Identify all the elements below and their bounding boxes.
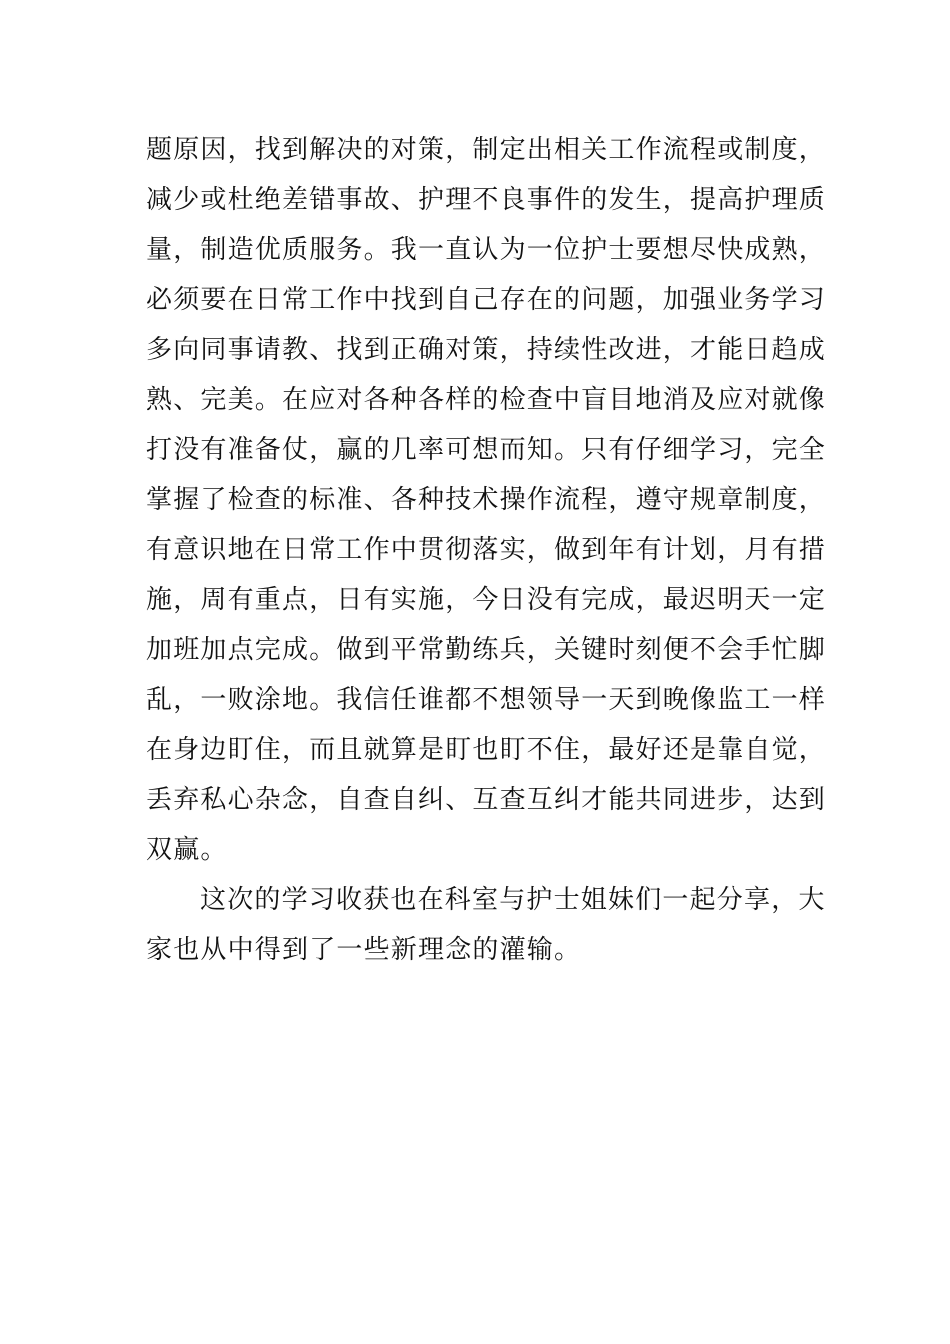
text-line: 打没有准备仗，赢的几率可想而知。只有仔细学习，完全 bbox=[146, 435, 827, 465]
text-line: 熟、完美。在应对各种各样的检查中盲目地消及应对就像 bbox=[146, 385, 827, 415]
paragraph-2 bbox=[146, 875, 826, 975]
text-line: 加班加点完成。做到平常勤练兵，关键时刻便不会手忙脚 bbox=[146, 635, 827, 665]
text-line: 掌握了检查的标准、各种技术操作流程，遵守规章制度， bbox=[146, 485, 827, 515]
text-line: 这次的学习收获也在科室与护士姐妹们一起分享，大 bbox=[200, 885, 826, 915]
text-line: 多向同事请教、找到正确对策，持续性改进，才能日趋成 bbox=[146, 335, 827, 365]
text-line: 量，制造优质服务。我一直认为一位护士要想尽快成熟， bbox=[146, 235, 827, 265]
text-line: 乱，一败涂地。我信任谁都不想领导一天到晚像监工一样 bbox=[146, 685, 827, 715]
text-line: 必须要在日常工作中找到自己存在的问题，加强业务学习 bbox=[146, 285, 827, 315]
text-line: 丢弃私心杂念，自查自纠、互查互纠才能共同进步，达到 bbox=[146, 785, 827, 815]
text-line: 施，周有重点，日有实施，今日没有完成，最迟明天一定 bbox=[146, 585, 827, 615]
text-line: 减少或杜绝差错事故、护理不良事件的发生，提高护理质 bbox=[146, 185, 827, 215]
text-line: 家也从中得到了一些新理念的灌输。 bbox=[146, 935, 582, 965]
text-line: 在身边盯住，而且就算是盯也盯不住，最好还是靠自觉， bbox=[146, 735, 827, 765]
document-body bbox=[146, 125, 827, 975]
text-line: 双赢。 bbox=[146, 835, 228, 865]
text-line: 有意识地在日常工作中贯彻落实，做到年有计划，月有措 bbox=[146, 535, 827, 565]
text-line: 题原因，找到解决的对策，制定出相关工作流程或制度， bbox=[146, 135, 827, 165]
paragraph-1 bbox=[146, 125, 827, 875]
